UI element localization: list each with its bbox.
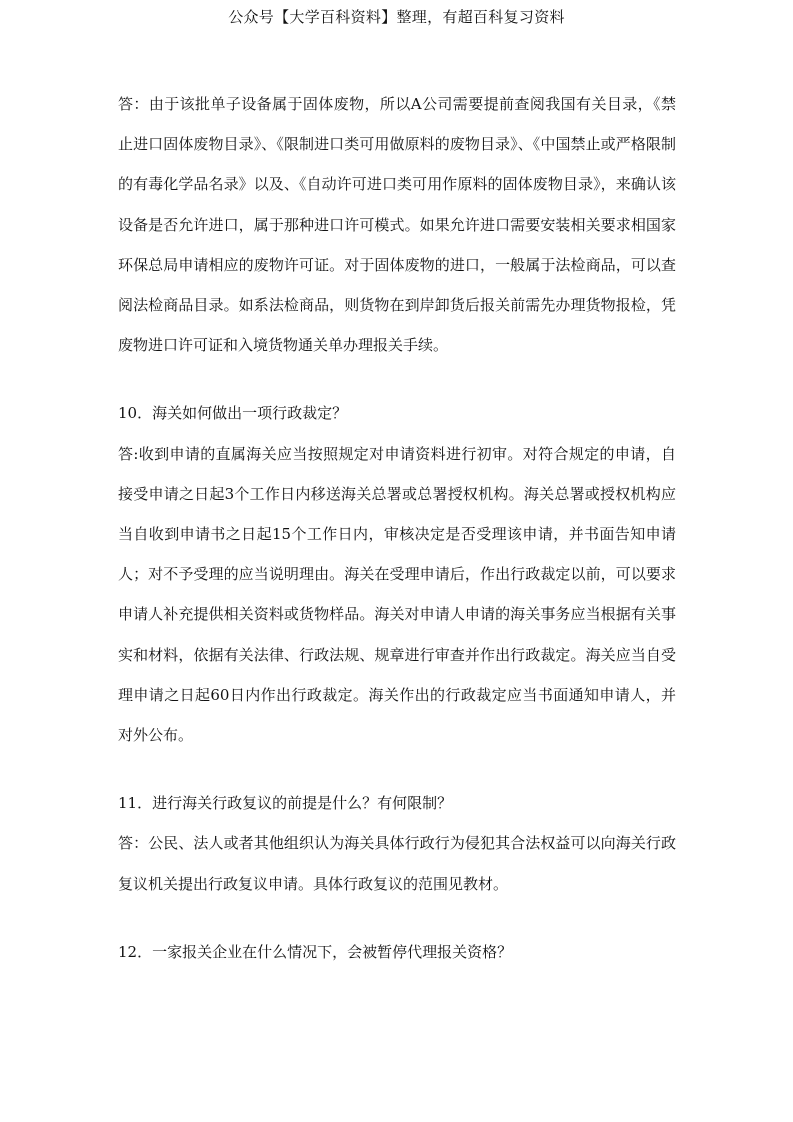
section-gap <box>118 904 676 932</box>
answer-paragraph-10: 答:收到申请的直属海关应当按照规定对申请资料进行初审。对符合规定的申请，自接受申请之日起3个工作日内移送海关总署或总署授权机构。海关总署或授权机构应当自收到申请书之日起15个工作日内，审核决定是否受理该申请，并书面告知申请人；对不予受理的应当说明理由。海关在受理申请后，作出行政裁定以前，可以要求申请人补充提供相关资料或货物样品。海关对申请人申请的海关事务应当根据有关事实和材料，依据有关法律、行政法规、规章进行审查并作出行政裁定。海关应当自受理申请之日起60日内作出行政裁定。海关作出的行政裁定应当书面通知申请人，并对外公布。 <box>118 444 676 745</box>
question-12: 12．一家报关企业在什么情况下，会被暂停代理报关资格？ <box>118 942 513 961</box>
answer-paragraph-9: 答：由于该批单子设备属于固体废物，所以A公司需要提前查阅我国有关目录，《禁止进口固体废物目录》、《限制进口类可用做原料的废物目录》、《中国禁止或严格限制的有毒化学品名录》以及、《自动许可进口类可用作原料的固体废物目录》，来确认该设备是否允许进口，属于那种进口许可模式。如果允许进口需要安装相关要求相国家环保总局申请相应的废物许可证。对于固体废物的进口，一般属于法检商品，可以查阅法检商品目录。如系法检商品，则货物在到岸卸货后报关前需先办理货物报检，凭废物进口许可证和入境货物通关单办理报关手续。 <box>118 95 676 355</box>
page-header: 公众号【大学百科资料】整理，有超百科复习资料 <box>228 8 565 26</box>
answer-paragraph-11: 答：公民、法人或者其他组织认为海关具体行政行为侵犯其合法权益可以向海关行政复议机关提出行政复议申请。具体行政复议的范围见教材。 <box>118 834 676 893</box>
question-11: 11．进行海关行政复议的前提是什么？有何限制？ <box>118 794 453 813</box>
question-10: 10．海关如何做出一项行政裁定？ <box>118 404 348 423</box>
document-body <box>118 84 676 972</box>
section-gap <box>118 365 676 393</box>
section-gap <box>118 755 676 783</box>
